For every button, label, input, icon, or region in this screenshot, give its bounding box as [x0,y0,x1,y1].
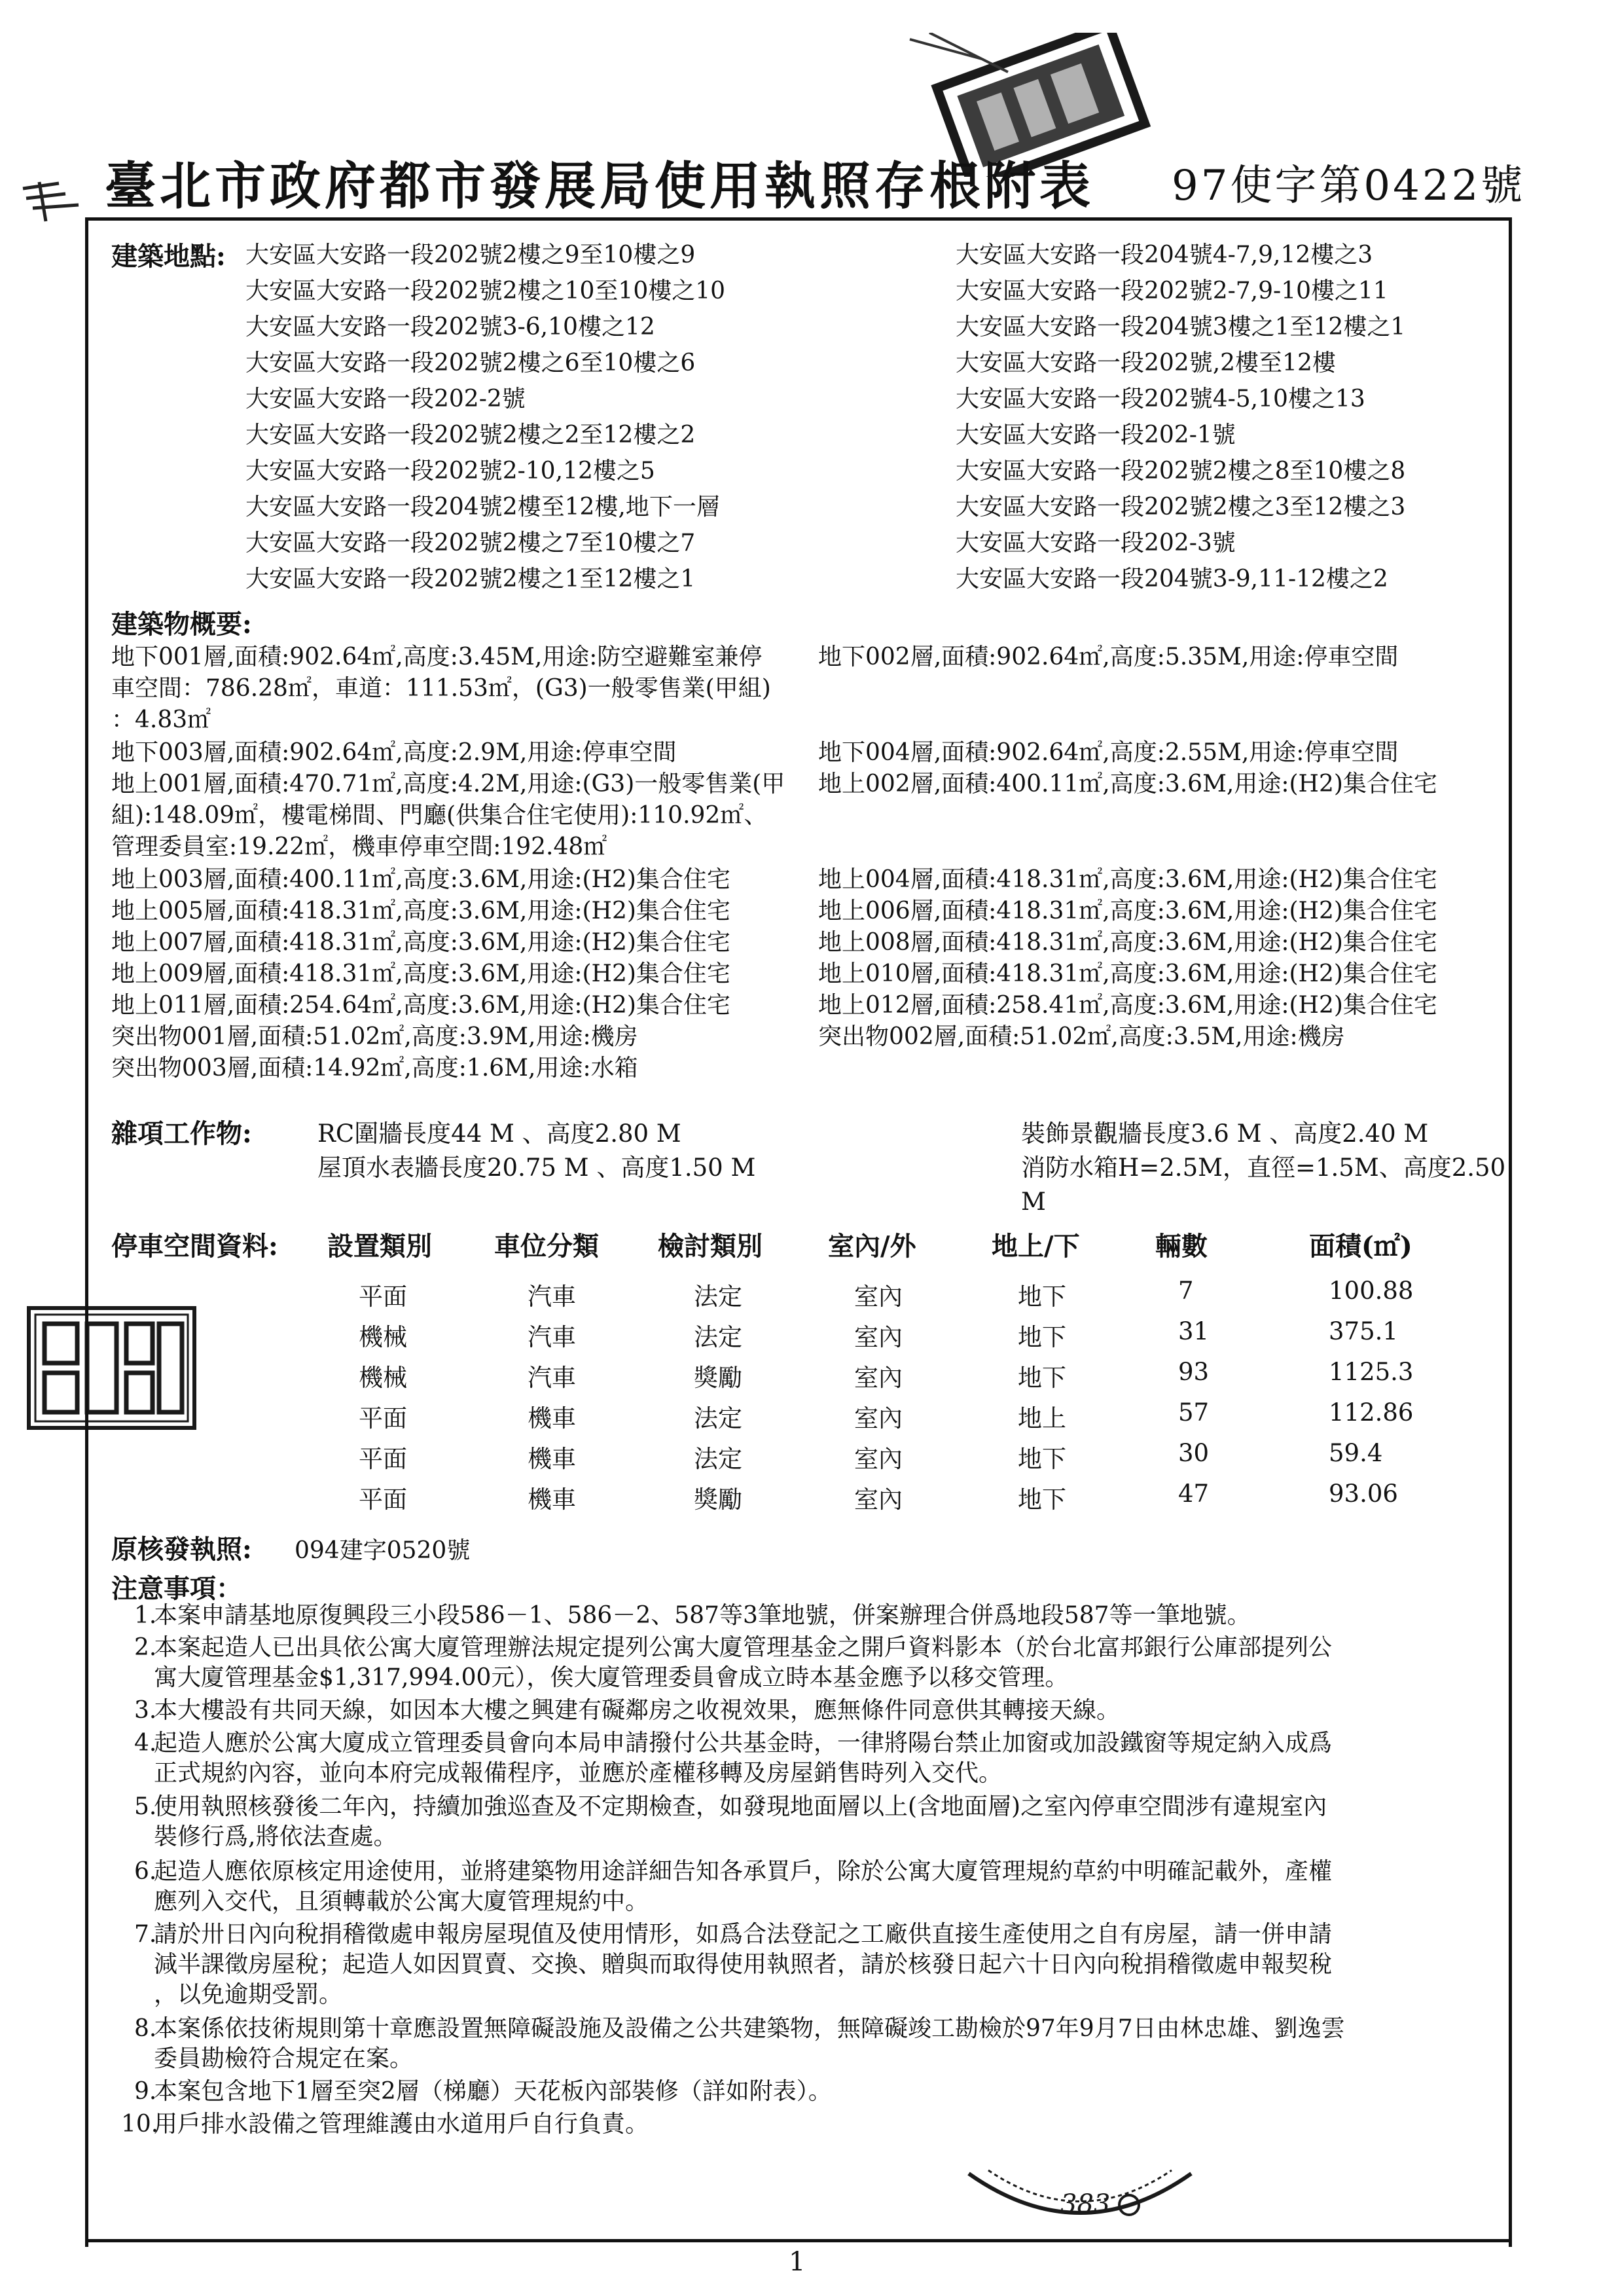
parking-cell: 平面 [359,1283,407,1311]
floor-line: 突出物003層,面積:14.92㎡,高度:1.6M,用途:水箱 [111,1055,638,1082]
floor-entry [111,1021,638,1053]
parking-cell: 57 [1178,1398,1210,1427]
parking-header-cell: 輛數 [1155,1231,1208,1262]
parking-cell: 法定 [694,1323,742,1351]
note-item [134,1601,1251,1631]
floor-line: 地上011層,面積:254.64㎡,高度:3.6M,用途:(H2)集合住宅 [111,992,730,1019]
floor-line: 車空間：786.28㎡，車道：111.53㎡，(G3)一般零售業(甲組) [111,675,771,702]
note-item [134,1696,1120,1726]
bottom-seal-number: 383 [1060,2189,1111,2219]
floor-entry: 地下002層,面積:902.64㎡,高度:5.35M,用途:停車空間 [818,644,1399,670]
original-permit-value: 094建字0520號 [295,1537,471,1564]
address-list-right [956,237,1405,597]
floor-line: 地下003層,面積:902.64㎡,高度:2.9M,用途:停車空間 [111,739,677,766]
parking-cell: 地下 [1018,1323,1066,1351]
floor-line: 管理委員室:19.22㎡，機車停車空間:192.48㎡ [111,833,607,860]
floor-line: ：4.83㎡ [111,706,211,733]
note-text: 委員勘檢符合規定在案。 [154,2045,414,2072]
parking-cell: 獎勵 [694,1364,742,1392]
parking-cell: 汽車 [528,1323,576,1351]
parking-cell: 法定 [694,1404,742,1432]
parking-cell: 30 [1178,1439,1210,1467]
parking-cell: 汽車 [528,1283,576,1311]
note-item [134,1728,1332,1789]
floor-entry [111,896,730,927]
floor-entry [111,958,730,990]
floor-entry [111,769,785,863]
note-number: 2. [134,1634,157,1661]
address-item: 大安區大安路一段204號4-7,9,12樓之3 [956,242,1373,268]
address-label: 建築地點: [111,241,226,272]
floor-entry [111,927,730,958]
floor-line: 地上005層,面積:418.31㎡,高度:3.6M,用途:(H2)集合住宅 [111,898,730,924]
parking-cell: 室內 [854,1485,903,1514]
note-number: 1. [134,1602,157,1629]
floor-line: 地上001層,面積:470.71㎡,高度:4.2M,用途:(G3)一般零售業(甲 [111,771,785,797]
parking-cell: 平面 [359,1404,407,1432]
misc-works-label: 雜項工作物: [111,1118,252,1149]
parking-cell: 室內 [854,1283,903,1311]
parking-cell: 93 [1178,1358,1210,1386]
parking-header-cell: 室內/外 [828,1231,916,1262]
frame-right-border [1509,217,1512,2247]
floor-line: 地上009層,面積:418.31㎡,高度:3.6M,用途:(H2)集合住宅 [111,960,730,987]
parking-label: 停車空間資料: [111,1231,278,1262]
frame-bottom-border [85,2239,1512,2242]
parking-cell: 機車 [528,1485,576,1514]
parking-cell: 法定 [694,1445,742,1473]
floor-entry: 地上012層,面積:258.41㎡,高度:3.6M,用途:(H2)集合住宅 [818,992,1437,1019]
parking-cell: 機車 [528,1404,576,1432]
header-rule [85,217,1512,221]
parking-cell: 1125.3 [1329,1358,1414,1386]
note-item [134,2077,832,2107]
address-item: 大安區大安路一段202號2樓之9至10樓之9 [245,242,696,268]
round-seal-icon [962,2167,1198,2232]
note-item [134,2014,1345,2074]
misc-item: M [1021,1188,1046,1216]
parking-cell: 法定 [694,1283,742,1311]
frame-left-border [85,217,88,2247]
address-item: 大安區大安路一段202號2樓之6至10樓之6 [245,350,696,376]
parking-header-cell: 設置類別 [327,1231,432,1262]
margin-mark-icon [20,169,92,228]
floor-entry [111,737,677,769]
note-text: 起造人應於公寓大廈成立管理委員會向本局申請撥付公共基金時，一律將陽台禁止加窗或加設鐵窗等規定納入成爲 [154,1730,1333,1757]
parking-cell: 機械 [359,1364,407,1392]
parking-cell: 地下 [1018,1283,1066,1311]
parking-header-cell: 地上/下 [992,1231,1080,1262]
address-item: 大安區大安路一段204號3樓之1至12樓之1 [956,314,1406,340]
address-item: 大安區大安路一段202號2-7,9-10樓之11 [956,278,1388,304]
parking-cell: 機械 [359,1323,407,1351]
address-item: 大安區大安路一段202-2號 [245,386,526,412]
parking-cell: 平面 [359,1485,407,1514]
note-item [134,1792,1327,1852]
parking-cell: 室內 [854,1404,903,1432]
misc-works-left [317,1117,755,1185]
address-item: 大安區大安路一段202號2樓之1至12樓之1 [245,566,696,592]
floor-entry: 地上002層,面積:400.11㎡,高度:3.6M,用途:(H2)集合住宅 [818,771,1437,797]
parking-cell: 47 [1178,1480,1210,1508]
parking-header-cell: 車位分類 [494,1231,599,1262]
note-number: 4. [134,1730,157,1757]
floor-entry: 地上006層,面積:418.31㎡,高度:3.6M,用途:(H2)集合住宅 [818,898,1437,924]
note-number: 5. [134,1793,157,1820]
address-item: 大安區大安路一段202號4-5,10樓之13 [956,386,1365,412]
note-number: 7. [134,1921,157,1948]
floor-line: 地上007層,面積:418.31㎡,高度:3.6M,用途:(H2)集合住宅 [111,929,730,956]
note-text: 本大樓設有共同天線，如因本大樓之興建有礙鄰房之收視效果，應無條件同意供其轉接天線。 [154,1697,1121,1724]
parking-cell: 室內 [854,1323,903,1351]
note-text: 本案申請基地原復興段三小段586－1、586－2、587等3筆地號，併案辦理合併爲地段587等一筆地號。 [154,1602,1251,1629]
address-item: 大安區大安路一段202號2樓之2至12樓之2 [245,422,696,448]
document-title: 臺北市政府都市發展局使用執照存根附表 [105,156,1095,216]
note-item [121,2109,649,2140]
note-text: 本案係依技術規則第十章應設置無障礙設施及設備之公共建築物，無障礙竣工勘檢於97年9月7日由林忠雄、劉逸雲 [154,2015,1345,2042]
floor-entry: 地上008層,面積:418.31㎡,高度:3.6M,用途:(H2)集合住宅 [818,929,1437,956]
parking-cell: 汽車 [528,1364,576,1392]
address-item: 大安區大安路一段202號2樓之3至12樓之3 [956,494,1406,520]
parking-cell: 7 [1178,1277,1194,1305]
note-text: 本案包含地下1層至突2層（梯廳）天花板內部裝修（詳如附表）。 [154,2078,832,2105]
address-item: 大安區大安路一段204號2樓至12樓,地下一層 [245,494,720,520]
note-number: 9. [134,2078,157,2105]
parking-cell: 獎勵 [694,1485,742,1514]
note-text: 裝修行爲,將依法查處。 [154,1823,397,1850]
note-text: 用戶排水設備之管理維護由水道用戶自行負責。 [154,2111,649,2138]
address-item: 大安區大安路一段202-1號 [956,422,1236,448]
registry-seal-icon [25,1304,198,1432]
notes-label: 注意事項： [111,1573,242,1604]
misc-item: RC圍牆長度44 M 、高度2.80 M [317,1120,681,1148]
note-number: 3. [134,1697,157,1724]
parking-cell: 地下 [1018,1364,1066,1392]
parking-cell: 平面 [359,1445,407,1473]
parking-cell: 375.1 [1329,1317,1398,1345]
address-item: 大安區大安路一段202號,2樓至12樓 [956,350,1336,376]
parking-cell: 機車 [528,1445,576,1473]
note-number: 8. [134,2015,157,2042]
parking-cell: 地下 [1018,1445,1066,1473]
parking-header-cell: 檢討類別 [658,1231,763,1262]
note-text: 起造人應依原核定用途使用，並將建築物用途詳細告知各承買戶，除於公寓大廈管理規約草約中明確記載外，產權 [154,1858,1333,1885]
address-item: 大安區大安路一段202號2樓之7至10樓之7 [245,530,696,556]
floor-line: 地上003層,面積:400.11㎡,高度:3.6M,用途:(H2)集合住宅 [111,866,730,893]
parking-cell: 地上 [1018,1404,1066,1432]
floor-entry: 地上010層,面積:418.31㎡,高度:3.6M,用途:(H2)集合住宅 [818,960,1437,987]
parking-cell: 59.4 [1329,1439,1383,1467]
note-item [134,1920,1332,2010]
misc-item: 裝飾景觀牆長度3.6 M 、高度2.40 M [1021,1120,1429,1148]
note-number: 6. [134,1858,157,1885]
note-number: 10. [121,2111,159,2138]
building-summary-label: 建築物概要: [111,609,252,640]
floor-line: 組):148.09㎡，樓電梯間、門廳(供集合住宅使用):110.92㎡、 [111,802,768,829]
note-item [134,1633,1332,1693]
note-text: 寓大廈管理基金$1,317,994.00元），俟大廈管理委員會成立時本基金應予以移交管理。 [154,1664,1069,1691]
parking-cell: 112.86 [1329,1398,1414,1427]
address-item: 大安區大安路一段202號2樓之8至10樓之8 [956,458,1406,484]
address-list-left [245,237,725,597]
floor-entry [111,1053,638,1084]
note-text: ，以免逾期受罰。 [154,1981,343,2008]
parking-cell: 93.06 [1329,1480,1398,1508]
permit-number: 97使字第0422號 [1172,162,1526,210]
address-item: 大安區大安路一段202號3-6,10樓之12 [245,314,655,340]
note-text: 正式規約內容，並向本府完成報備程序，並應於產權移轉及房屋銷售時列入交代。 [154,1760,1003,1787]
original-permit-label: 原核發執照: [111,1534,252,1565]
floor-entry: 突出物002層,面積:51.02㎡,高度:3.5M,用途:機房 [818,1023,1345,1050]
note-text: 本案起造人已出具依公寓大廈管理辦法規定提列公寓大廈管理基金之開戶資料影本（於台北富邦銀行公庫部提列公 [154,1634,1333,1661]
floor-entry: 地上004層,面積:418.31㎡,高度:3.6M,用途:(H2)集合住宅 [818,866,1437,893]
address-item: 大安區大安路一段202號2樓之10至10樓之10 [245,278,726,304]
parking-cell: 室內 [854,1445,903,1473]
note-text: 使用執照核發後二年內，持續加強巡查及不定期檢查，如發現地面層以上(含地面層)之室內停車空間涉有違規室內 [154,1793,1327,1820]
note-text: 減半課徵房屋稅；起造人如因買賣、交換、贈與而取得使用執照者，請於核發日起六十日內向稅捐稽徵處申報契稅 [154,1951,1333,1978]
misc-works-right [1021,1117,1505,1219]
floor-entry [111,990,730,1021]
floor-entry: 地下004層,面積:902.64㎡,高度:2.55M,用途:停車空間 [818,739,1399,766]
page-number: 1 [789,2247,806,2277]
misc-item: 消防水箱H=2.5M，直徑=1.5M、高度2.50 [1021,1154,1506,1182]
misc-item: 屋頂水表牆長度20.75 M 、高度1.50 M [317,1154,756,1182]
floor-entry [111,642,771,736]
parking-cell: 100.88 [1329,1277,1414,1305]
note-item [134,1857,1332,1917]
parking-cell: 室內 [854,1364,903,1392]
floor-line: 突出物001層,面積:51.02㎡,高度:3.9M,用途:機房 [111,1023,638,1050]
address-item: 大安區大安路一段202號2-10,12樓之5 [245,458,655,484]
floor-line: 地下001層,面積:902.64㎡,高度:3.45M,用途:防空避難室兼停 [111,644,763,670]
parking-header-cell: 面積(㎡) [1309,1231,1412,1262]
note-text: 請於卅日內向稅捐稽徵處申報房屋現值及使用情形，如爲合法登記之工廠供直接生產使用之自有房屋，請一併申請 [154,1921,1333,1948]
parking-cell: 地下 [1018,1485,1066,1514]
address-item: 大安區大安路一段202-3號 [956,530,1236,556]
address-item: 大安區大安路一段204號3-9,11-12樓之2 [956,566,1388,592]
floor-entry [111,864,730,896]
note-text: 應列入交代，且須轉載於公寓大廈管理規約中。 [154,1888,649,1915]
parking-cell: 31 [1178,1317,1210,1345]
